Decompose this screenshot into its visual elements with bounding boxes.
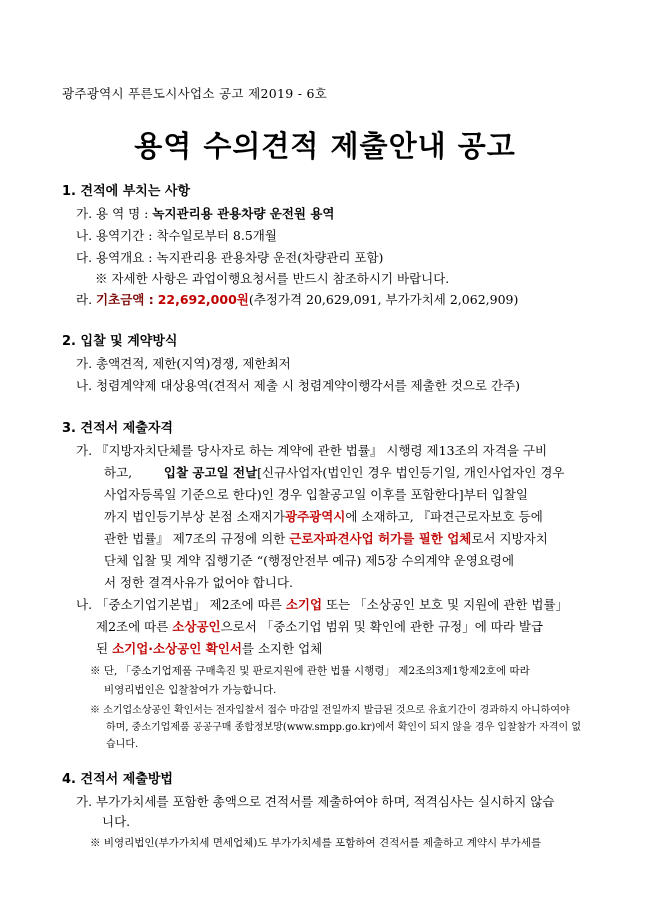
s3-note-2-line-1: ※ 소기업소상공인 확인서는 전자입찰서 접수 마감일 전일까지 발급된 것으로 유효기간이 경과하지 아니하여야 (90, 705, 570, 716)
s3-a-line-5-pre: 관한 법률』 제7조의 규정에 의한 (104, 531, 286, 546)
base-amount-key: 기초금액 : (96, 292, 154, 307)
s3-a-line-5 (104, 531, 548, 547)
s4-note: ※ 비영리법인(부가가치세 면세업체)도 부가가치세를 포함하여 견적서를 제출하고 계약시 부가세를 (90, 837, 542, 849)
s3-b-line-2-pre: 제2조에 따른 (96, 619, 169, 634)
s3-a-line-7: 서 정한 결격사유가 없어야 합니다. (104, 575, 293, 590)
s2-item-a: 가. 총액견적, 제한(지역)경쟁, 제한최저 (76, 356, 291, 371)
location-gwangju: 광주광역시 (284, 509, 346, 524)
s3-note-1-line-2: 비영리법인은 입찰참여가 가능합니다. (104, 684, 277, 696)
s1-item-a (76, 206, 334, 222)
s3-a-line-1: 가. 『지방자치단체를 당사자로 하는 계약에 관한 법률』 시행령 제13조의 자격을 구비 (76, 443, 548, 458)
s3-b-line-1-post: 또는 「소상공인 보호 및 지원에 관한 법률」 (326, 597, 569, 612)
dispatch-license: 근로자파견사업 허가를 필한 업체 (289, 531, 472, 546)
s1-note: ※ 자세한 사항은 과업이행요청서를 반드시 참조하시기 바랍니다. (95, 271, 450, 286)
section-4-heading: 4. 견적서 제출방법 (62, 772, 173, 787)
base-amount-detail: (추정가격 20,629,091, 부가가치세 2,062,909) (248, 292, 519, 307)
section-3-heading: 3. 견적서 제출자격 (62, 421, 173, 436)
s1-item-d (76, 292, 518, 308)
s3-note-1-line-1: ※ 단, 「중소기업제품 구매촉진 및 판로지원에 관한 법률 시행령」 제2조의3제1항제2호에 따라 (90, 665, 530, 677)
s1-item-c: 다. 용역개요 : 녹지관리용 관용차량 운전(차량관리 포함) (76, 250, 384, 265)
announcement-eve: 입찰 공고일 전날 (163, 465, 258, 480)
s3-a-line-4-post: 에 소재하고, 『파견근로자보호 등에 (345, 509, 543, 524)
s3-a-line-4 (104, 509, 543, 525)
s3-a-line-6: 단체 입찰 및 계약 집행기준 “(행정안전부 예규) 제5장 수의계약 운영요령에 (104, 553, 515, 568)
s3-b-line-1-pre: 나. 「중소기업기본법」 제2조에 따른 (76, 597, 282, 612)
small-business: 소기업 (285, 597, 323, 612)
s3-b-line-3-post: 를 소지한 업체 (241, 641, 323, 656)
s3-note-2-line-2: 하며, 중소기업제품 공공구매 종합정보망(www.smpp.go.kr)에서 확인이 되지 않을 경우 입찰참가 자격이 없 (106, 722, 582, 733)
micro-business: 소상공인 (172, 619, 221, 634)
s3-b-line-2 (96, 619, 543, 635)
s3-b-line-3 (96, 641, 322, 657)
base-amount-value: 22,692,000원 (157, 292, 249, 307)
section-1-heading: 1. 견적에 부치는 사항 (62, 184, 191, 199)
s3-a-line-2-post: [신규사업자(법인인 경우 법인등기일, 개인사업자인 경우 (257, 465, 565, 480)
s4-a-line-2: 니다. (102, 814, 131, 829)
page-title: 용역 수의견적 제출안내 공고 (134, 129, 516, 163)
s1-item-b: 나. 용역기간 : 착수일로부터 8.5개월 (76, 228, 277, 243)
s3-a-line-5-post: 로서 지방자치 (471, 531, 548, 546)
s3-a-line-2 (104, 465, 565, 481)
s3-b-line-2-post: 으로서 「중소기업 범위 및 확인에 관한 규정」에 따라 발급 (220, 619, 544, 634)
s3-b-line-1 (76, 597, 568, 613)
section-2-heading: 2. 입찰 및 계약방식 (62, 334, 178, 349)
s3-note-2-line-3: 습니다. (106, 739, 139, 750)
s1-item-a-value: 녹지관리용 관용차량 운전원 용역 (152, 206, 335, 221)
s3-b-line-3-pre: 된 (96, 641, 109, 656)
s3-a-line-4-pre: 까지 법인등기부상 본점 소재지가 (104, 509, 285, 524)
s2-item-b: 나. 청렴계약제 대상용역(견적서 제출 시 청렴계약이행각서를 제출한 것으로 간주) (76, 378, 520, 393)
certificate-name: 소기업·소상공인 확인서 (112, 641, 242, 656)
s4-a-line-1: 가. 부가가치세를 포함한 총액으로 견적서를 제출하여야 하며, 적격심사는 실시하지 않습 (76, 794, 555, 809)
s3-a-line-3: 사업자등록일 기준으로 한다)인 경우 입찰공고일 이후를 포함한다]부터 입찰일 (104, 487, 528, 502)
s1-item-a-label: 가. 용 역 명 : (76, 206, 149, 221)
notice-number: 광주광역시 푸른도시사업소 공고 제2019 - 6호 (62, 86, 328, 101)
s3-a-line-2-pre: 하고, (104, 465, 133, 480)
s1-item-d-label: 라. (76, 292, 93, 307)
